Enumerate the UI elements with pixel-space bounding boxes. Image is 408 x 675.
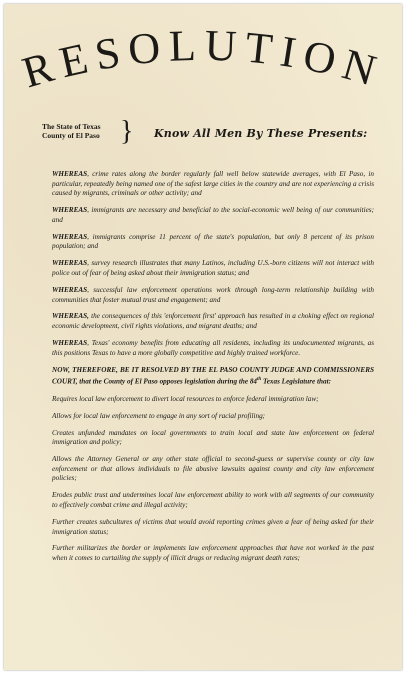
whereas-list	[52, 170, 374, 358]
whereas-clause	[52, 286, 374, 305]
whereas-keyword: WHEREAS	[52, 170, 88, 178]
whereas-text: , crime rates along the border regularly fall well below statewide averages, with El Paso, in particular, repeatedly being named one of the safest large cities in the country and are not experiencing a crisis caused by migrants, criminals or other activity; and	[52, 170, 374, 198]
resolution-title	[4, 12, 402, 102]
resolved-clause	[52, 366, 374, 388]
know-all-men-heading: Know All Men By These Presents:	[154, 127, 368, 140]
opposed-item: Allows the Attorney General or any other state official to second-guess or supervise county or city law enforcement or that allows individuals to file abusive lawsuits against county and city law enforcement policies;	[52, 455, 374, 483]
opposed-item: Requires local law enforcement to divert local resources to enforce federal immigration law;	[52, 394, 319, 403]
opposed-item: Allows for local law enforcement to engage in any sort of racial profiling;	[52, 411, 266, 420]
whereas-text: , successful law enforcement operations work through long-term relationship building with communities that foster mutual trust and engagement; and	[52, 285, 374, 304]
whereas-keyword: WHEREAS	[52, 285, 88, 294]
whereas-keyword: WHEREAS	[52, 206, 88, 215]
whereas-clause	[52, 339, 374, 358]
whereas-text: , immigrants are necessary and beneficial to the social-economic well being of our communities; and	[52, 206, 374, 224]
opposed-item: Creates unfunded mandates on local governments to train local and state law enforcement on federal immigration and policy;	[52, 428, 374, 447]
header-row	[42, 116, 372, 152]
jurisdiction-block	[42, 122, 101, 140]
whereas-clause	[52, 233, 374, 252]
state-line: The State of Texas	[42, 122, 101, 131]
resolved-tail: Texas Legislature that:	[261, 377, 332, 386]
title-text: RESOLUTION	[17, 20, 389, 98]
whereas-text: , immigrants comprise 11 percent of the state's population, but only 8 percent of its prison population; and	[52, 232, 374, 251]
opposed-item: Erodes public trust and undermines local law enforcement ability to work with all segments of our community to effectively combat crime and illegal activity;	[52, 491, 374, 509]
resolution-body	[52, 170, 374, 571]
whereas-clause	[52, 170, 374, 199]
whereas-clause	[52, 206, 374, 225]
county-line: County of El Paso	[42, 131, 100, 140]
opposed-item: Further militarizes the border or implements law enforcement approaches that have not worked in the past when it comes to curtailing the supply of illicit drugs or reducing migrant death rates;	[52, 544, 374, 563]
whereas-keyword: WHEREAS	[52, 339, 88, 348]
whereas-keyword: WHEREAS	[52, 259, 88, 268]
whereas-clause	[52, 312, 374, 331]
brace: }	[120, 116, 134, 147]
svg-text:RESOLUTION	[17, 21, 389, 98]
opposed-item: Further creates subcultures of victims that would avoid reporting crimes given a fear of being asked for their immigration status;	[52, 517, 374, 536]
whereas-clause	[52, 259, 374, 278]
whereas-keyword: WHEREAS,	[52, 312, 89, 321]
opposed-legislation-list	[52, 395, 374, 564]
whereas-text: , survey research illustrates that many Latinos, including U.S.-born citizens will not interact with police out of fear of being asked about their immigration status; and	[52, 259, 374, 277]
resolution-document	[4, 4, 402, 670]
resolved-ordinal: th	[257, 377, 262, 383]
resolved-text: NOW, THEREFORE, BE IT RESOLVED BY THE EL PASO COUNTY JUDGE AND COMMISSIONERS COURT, that the County of El Paso opposes legislation during the 84	[52, 365, 374, 386]
whereas-text: , Texas' economy benefits from educating all residents, including its undocumented migrants, as this positions Texas to have a more globally competitive and highly trained workforce.	[52, 339, 374, 357]
whereas-text: the consequences of this 'enforcement first' approach has resulted in a choking effect on regional economic development, civil rights violations, and migrant deaths; and	[52, 312, 374, 331]
whereas-keyword: WHEREAS	[52, 232, 88, 241]
